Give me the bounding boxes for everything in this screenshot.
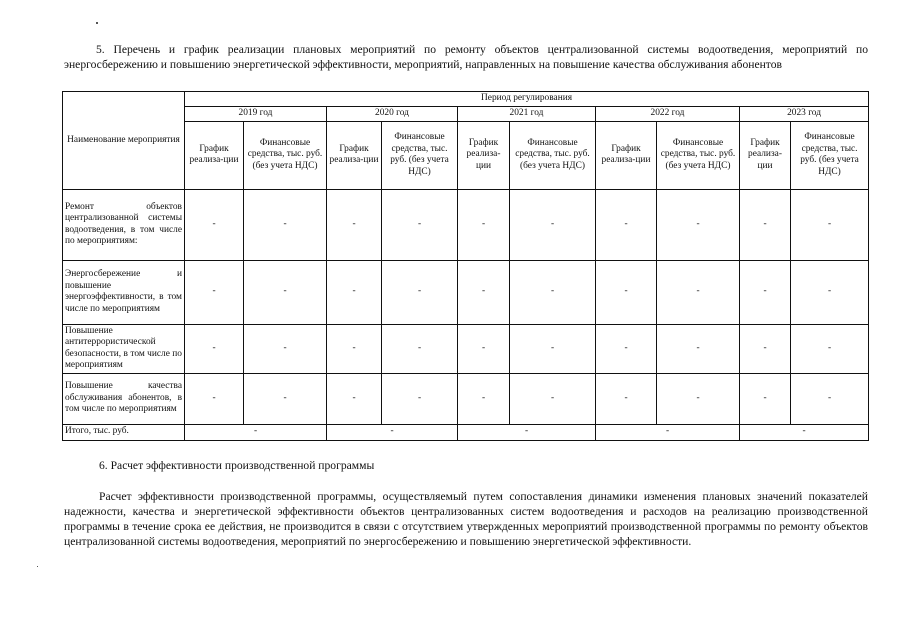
- cell-value: -: [596, 373, 657, 424]
- table-row: [63, 189, 869, 260]
- cell-value: -: [657, 260, 740, 324]
- period-header: Период регулирования: [185, 92, 869, 107]
- schedule-header: График реализа-ции: [740, 121, 791, 189]
- table-row: [63, 324, 869, 373]
- section5-title: 5. Перечень и график реализации плановых мероприятий по ремонту объектов централизованной системы водоотведения, мероприятий по энергосбережению и повышению энергетической эффективности, мероприятий, направленных на повышение качества обслуживания абонентов: [64, 43, 868, 71]
- cell-value: -: [382, 324, 458, 373]
- cell-value: -: [740, 260, 791, 324]
- cell-value: -: [382, 373, 458, 424]
- total-value: -: [596, 424, 740, 440]
- cell-value: -: [327, 373, 382, 424]
- name-header: Наименование мероприятия: [63, 92, 185, 190]
- cell-value: -: [458, 189, 510, 260]
- cell-value: -: [458, 260, 510, 324]
- cell-value: -: [327, 260, 382, 324]
- total-value: -: [327, 424, 458, 440]
- cell-value: -: [510, 373, 596, 424]
- cell-value: -: [596, 260, 657, 324]
- cell-value: -: [244, 373, 327, 424]
- cell-value: -: [740, 373, 791, 424]
- schedule-header: График реализа-ции: [458, 121, 510, 189]
- schedule-header: График реализа-ции: [596, 121, 657, 189]
- finance-header: Финансовые средства, тыс. руб. (без учета НДС): [791, 121, 869, 189]
- finance-header: Финансовые средства, тыс. руб. (без учета НДС): [244, 121, 327, 189]
- cell-value: -: [657, 189, 740, 260]
- total-value: -: [458, 424, 596, 440]
- year-header: 2020 год: [327, 106, 458, 121]
- cell-value: -: [327, 324, 382, 373]
- cell-value: -: [185, 324, 244, 373]
- cell-value: -: [510, 324, 596, 373]
- section6-title: 6. Расчет эффективности производственной программы: [99, 459, 375, 472]
- finance-header: Финансовые средства, тыс. руб. (без учета НДС): [382, 121, 458, 189]
- schedule-header: График реализа-ции: [185, 121, 244, 189]
- year-header: 2023 год: [740, 106, 869, 121]
- cell-value: -: [185, 373, 244, 424]
- cell-value: -: [244, 189, 327, 260]
- finance-header: Финансовые средства, тыс. руб. (без учета НДС): [657, 121, 740, 189]
- cell-value: -: [657, 373, 740, 424]
- cell-value: -: [791, 324, 869, 373]
- cell-value: -: [510, 260, 596, 324]
- cell-value: -: [382, 189, 458, 260]
- cell-value: -: [791, 260, 869, 324]
- cell-value: -: [740, 324, 791, 373]
- cell-value: -: [327, 189, 382, 260]
- cell-value: -: [458, 373, 510, 424]
- year-header: 2022 год: [596, 106, 740, 121]
- cell-value: -: [458, 324, 510, 373]
- schedule-header: График реализа-ции: [327, 121, 382, 189]
- total-row: [63, 424, 869, 440]
- cell-value: -: [510, 189, 596, 260]
- row-name: Повышение качества обслуживания абонентов, в том числе по мероприятиям: [63, 373, 185, 424]
- total-value: -: [185, 424, 327, 440]
- table-row: [63, 260, 869, 324]
- cell-value: -: [740, 189, 791, 260]
- finance-header: Финансовые средства, тыс. руб. (без учета НДС): [510, 121, 596, 189]
- cell-value: -: [596, 324, 657, 373]
- cell-value: -: [657, 324, 740, 373]
- year-header: 2021 год: [458, 106, 596, 121]
- total-label: Итого, тыс. руб.: [63, 424, 185, 440]
- row-name: Ремонт объектов централизованной системы водоотведения, в том числе по мероприятиям:: [63, 189, 185, 260]
- cell-value: -: [185, 189, 244, 260]
- total-value: -: [740, 424, 869, 440]
- cell-value: -: [244, 260, 327, 324]
- year-header: 2019 год: [185, 106, 327, 121]
- row-name: Повышение антитеррористической безопасности, в том числе по мероприятиям: [63, 324, 185, 373]
- scan-speck: [96, 22, 98, 24]
- table-row: [63, 373, 869, 424]
- cell-value: -: [382, 260, 458, 324]
- cell-value: -: [791, 189, 869, 260]
- cell-value: -: [244, 324, 327, 373]
- cell-value: -: [185, 260, 244, 324]
- scan-speck: [37, 566, 38, 567]
- section6-paragraph: Расчет эффективности производственной программы, осуществляемый путем сопоставления динамики изменения плановых значений показателей надежности, качества и энергетической эффективности объектов централизованных систем водоотведения и расходов на реализацию производственной программы в течение срока ее действия, не производится в связи с отсутствием утвержденных мероприятий производственной программы по ремонту объектов централизованной системы водоотведения, мероприятий по энергосбережению и повышению энергетической эффективности.: [64, 490, 868, 548]
- row-name: Энергосбережение и повышение энергоэффективности, в том числе по мероприятиям: [63, 260, 185, 324]
- cell-value: -: [791, 373, 869, 424]
- plan-table: [62, 91, 869, 441]
- cell-value: -: [596, 189, 657, 260]
